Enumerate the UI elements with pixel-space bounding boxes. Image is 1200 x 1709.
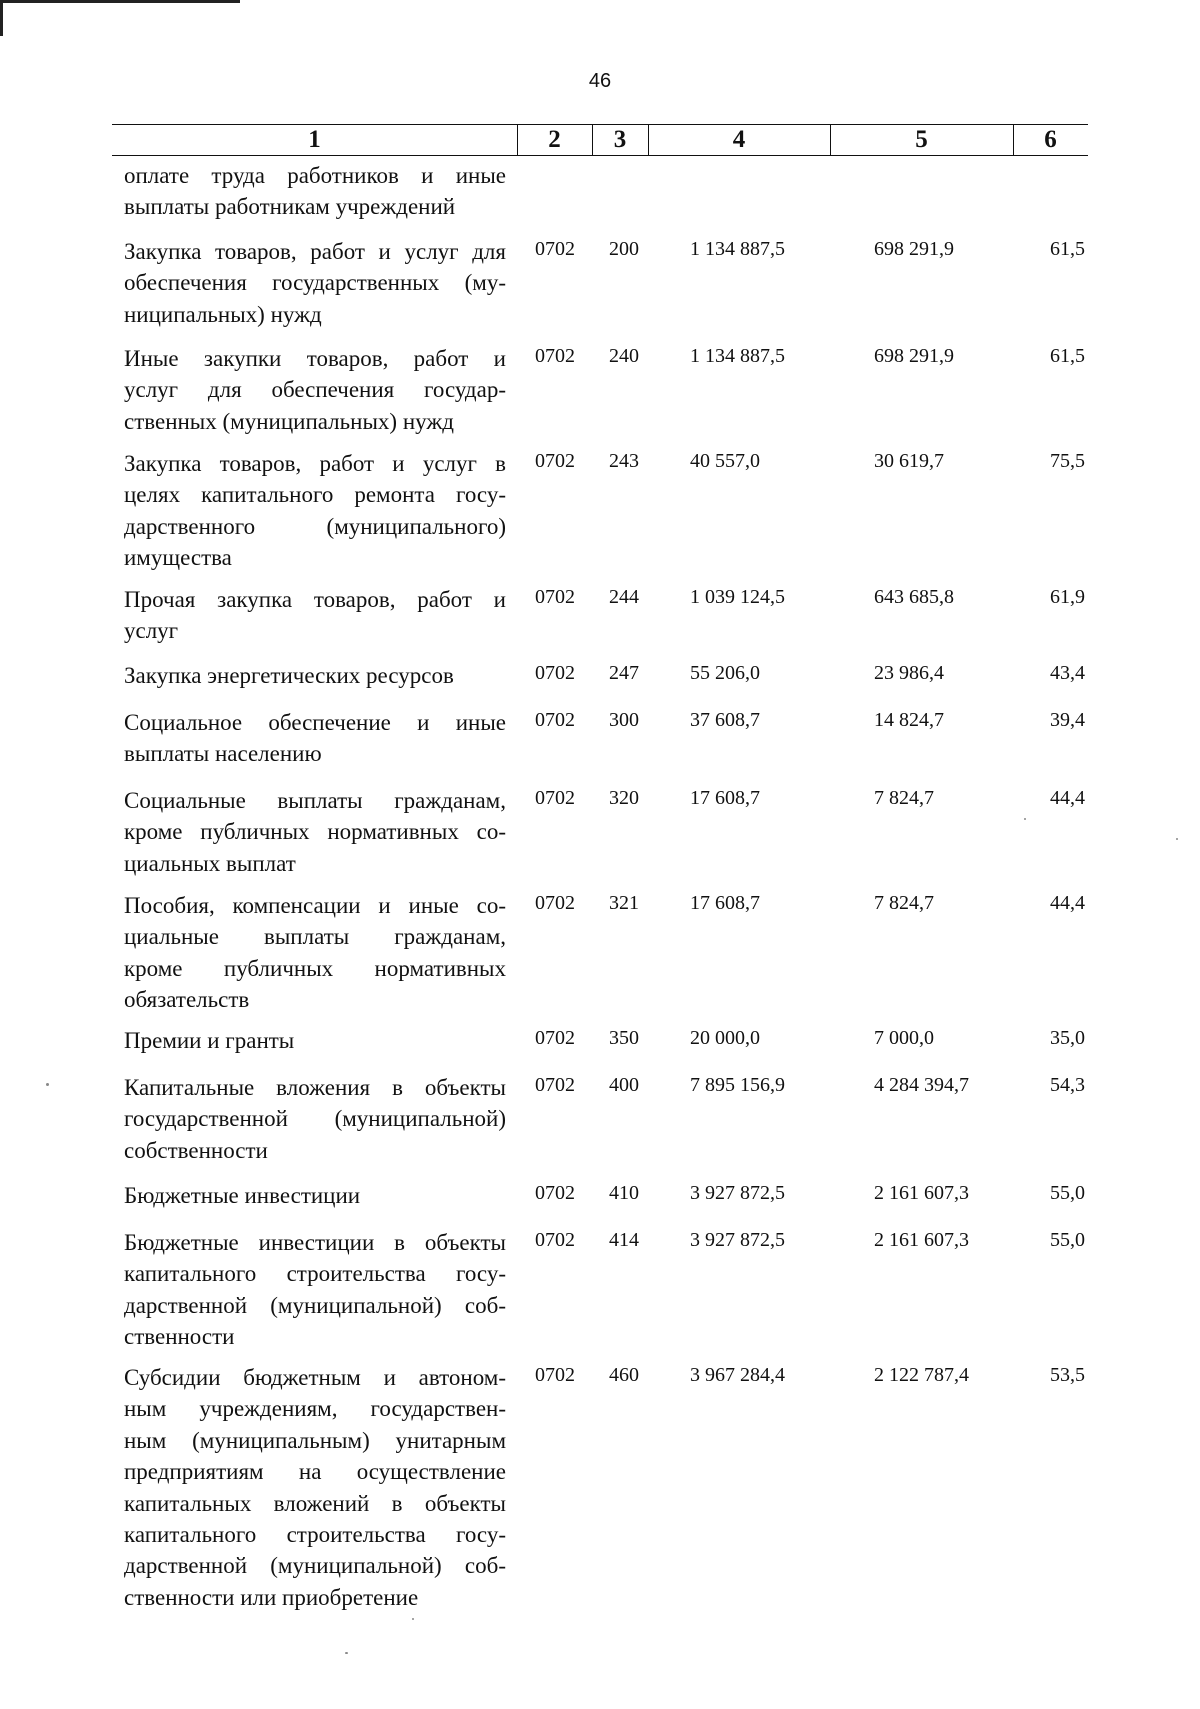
header-col-2: 2 [548,126,561,153]
row-planned-amount: 3 927 872,5 [690,1182,785,1204]
row-description-line: имущества [124,545,232,571]
row-description-line: предприятиям на осуществление [124,1459,506,1485]
row-actual-amount: 643 685,8 [874,586,954,608]
row-description-line: дарственной (муниципальной) соб- [124,1553,506,1579]
row-description [124,1227,506,1353]
row-percent: 53,5 [1050,1364,1085,1386]
scan-edge-left [0,0,3,36]
row-description-line: услуг [124,618,179,644]
row-actual-amount: 2 122 787,4 [874,1364,969,1386]
row-description-line: ниципальных) нужд [124,301,322,327]
row-description [124,343,506,437]
row-percent: 44,4 [1050,892,1085,914]
row-percent: 44,4 [1050,787,1085,809]
header-col-3: 3 [613,126,627,153]
row-expense-type: 321 [609,892,639,914]
row-description [124,448,506,574]
row-actual-amount: 2 161 607,3 [874,1229,969,1251]
row-planned-amount: 55 206,0 [690,662,760,684]
row-section-code: 0702 [535,709,575,731]
row-planned-amount: 3 927 872,5 [690,1229,785,1251]
row-expense-type: 414 [609,1229,639,1251]
row-actual-amount: 7 824,7 [874,892,934,914]
row-expense-type: 244 [609,586,639,608]
row-description [124,236,506,330]
row-planned-amount: 1 134 887,5 [690,238,785,260]
row-section-code: 0702 [535,662,575,684]
row-actual-amount: 7 000,0 [874,1027,934,1049]
row-section-code: 0702 [535,1027,575,1049]
row-section-code: 0702 [535,450,575,472]
row-description-line: собственности [124,1137,268,1163]
row-description-line: Прочая закупка товаров, работ и [124,587,506,612]
row-percent: 55,0 [1050,1182,1085,1204]
row-section-code: 0702 [535,238,575,260]
row-section-code: 0702 [535,1074,575,1096]
row-section-code: 0702 [535,1364,575,1386]
scan-edge-top [0,0,240,3]
row-description-line: Капитальные вложения в объекты [124,1075,506,1100]
row-description-line: Премии и гранты [124,1028,295,1053]
row-description [124,785,506,879]
row-planned-amount: 17 608,7 [690,787,760,809]
scan-speck [1176,838,1178,840]
scan-speck [1024,818,1026,820]
row-percent: 35,0 [1050,1027,1085,1049]
row-expense-type: 460 [609,1364,639,1386]
row-percent: 39,4 [1050,709,1085,731]
row-expense-type: 243 [609,450,639,472]
row-planned-amount: 37 608,7 [690,709,760,731]
row-actual-amount: 23 986,4 [874,662,944,684]
row-description [124,1180,506,1211]
row-actual-amount: 698 291,9 [874,345,954,367]
row-expense-type: 410 [609,1182,639,1204]
row-description-line: дарственного (муниципального) [124,513,506,539]
row-description [124,890,506,1016]
row-description-line: Социальное обеспечение и иные [124,710,506,735]
table-header [112,124,1088,156]
row-section-code: 0702 [535,586,575,608]
row-description [124,660,506,691]
row-description-line: дарственной (муниципальной) соб- [124,1292,506,1318]
row-expense-type: 350 [609,1027,639,1049]
row-description [124,1362,506,1613]
header-col-5: 5 [915,126,928,153]
row-description-line: оплате труда работников и иные [124,163,506,188]
row-section-code: 0702 [535,1229,575,1251]
row-planned-amount: 40 557,0 [690,450,760,472]
row-section-code: 0702 [535,787,575,809]
row-expense-type: 247 [609,662,639,684]
header-col-1: 1 [308,126,321,153]
row-description-line: ственности [124,1324,235,1350]
row-description [124,160,506,223]
row-actual-amount: 2 161 607,3 [874,1182,969,1204]
row-description-line: Социальные выплаты гражданам, [124,788,506,813]
row-expense-type: 240 [609,345,639,367]
row-description-line: выплаты населению [124,741,322,767]
row-planned-amount: 20 000,0 [690,1027,760,1049]
row-description-line: ственности или приобретение [124,1584,419,1610]
row-description [124,584,506,647]
row-percent: 61,5 [1050,238,1085,260]
row-description-line: услуг для обеспечения государ- [124,377,506,403]
row-description-line: обеспечения государственных (му- [124,270,506,296]
row-section-code: 0702 [535,345,575,367]
row-section-code: 0702 [535,1182,575,1204]
row-description-line: циальные выплаты гражданам, [124,924,506,950]
row-percent: 43,4 [1050,662,1085,684]
row-actual-amount: 7 824,7 [874,787,934,809]
row-description-line: Пособия, компенсации и иные со- [124,893,506,918]
row-description-line: циальных выплат [124,850,296,876]
row-description-line: ным (муниципальным) унитарным [124,1427,506,1453]
row-expense-type: 320 [609,787,639,809]
row-description-line: кроме публичных нормативных [124,955,506,981]
row-description-line: ственных (муниципальных) нужд [124,408,454,434]
row-actual-amount: 30 619,7 [874,450,944,472]
row-percent: 55,0 [1050,1229,1085,1251]
row-expense-type: 400 [609,1074,639,1096]
row-actual-amount: 14 824,7 [874,709,944,731]
scan-speck [345,1652,348,1654]
row-description-line: Иные закупки товаров, работ и [124,346,506,371]
row-percent: 75,5 [1050,450,1085,472]
row-description-line: Закупка энергетических ресурсов [124,663,454,688]
header-col-4: 4 [732,126,746,153]
row-planned-amount: 17 608,7 [690,892,760,914]
page-number: 46 [588,70,612,92]
header-col-6: 6 [1044,126,1057,153]
row-description [124,707,506,770]
row-description [124,1072,506,1166]
row-percent: 61,5 [1050,345,1085,367]
row-description-line: Субсидии бюджетным и автоном- [124,1365,506,1390]
row-planned-amount: 1 039 124,5 [690,586,785,608]
row-description-line: обязательств [124,987,250,1013]
row-planned-amount: 7 895 156,9 [690,1074,785,1096]
scan-speck [412,1618,414,1620]
row-description-line: капитальных вложений в объекты [124,1490,506,1516]
row-description-line: Закупка товаров, работ и услуг в [124,451,506,476]
scan-speck [46,1083,49,1086]
row-description-line: Закупка товаров, работ и услуг для [124,239,506,264]
row-description-line: выплаты работникам учреждений [124,194,456,220]
row-planned-amount: 3 967 284,4 [690,1364,785,1386]
row-expense-type: 200 [609,238,639,260]
row-expense-type: 300 [609,709,639,731]
row-actual-amount: 4 284 394,7 [874,1074,969,1096]
row-section-code: 0702 [535,892,575,914]
row-description [124,1025,506,1056]
row-description-line: капитального строительства госу- [124,1522,506,1548]
row-description-line: Бюджетные инвестиции в объекты [124,1230,506,1255]
row-planned-amount: 1 134 887,5 [690,345,785,367]
row-description-line: кроме публичных нормативных со- [124,819,506,845]
row-description-line: ным учреждениям, государствен- [124,1396,506,1422]
row-description-line: государственной (муниципальной) [124,1106,506,1132]
row-percent: 54,3 [1050,1074,1085,1096]
row-description-line: капитального строительства госу- [124,1261,506,1287]
row-percent: 61,9 [1050,586,1085,608]
row-actual-amount: 698 291,9 [874,238,954,260]
row-description-line: Бюджетные инвестиции [124,1183,361,1208]
row-description-line: целях капитального ремонта госу- [124,482,506,508]
